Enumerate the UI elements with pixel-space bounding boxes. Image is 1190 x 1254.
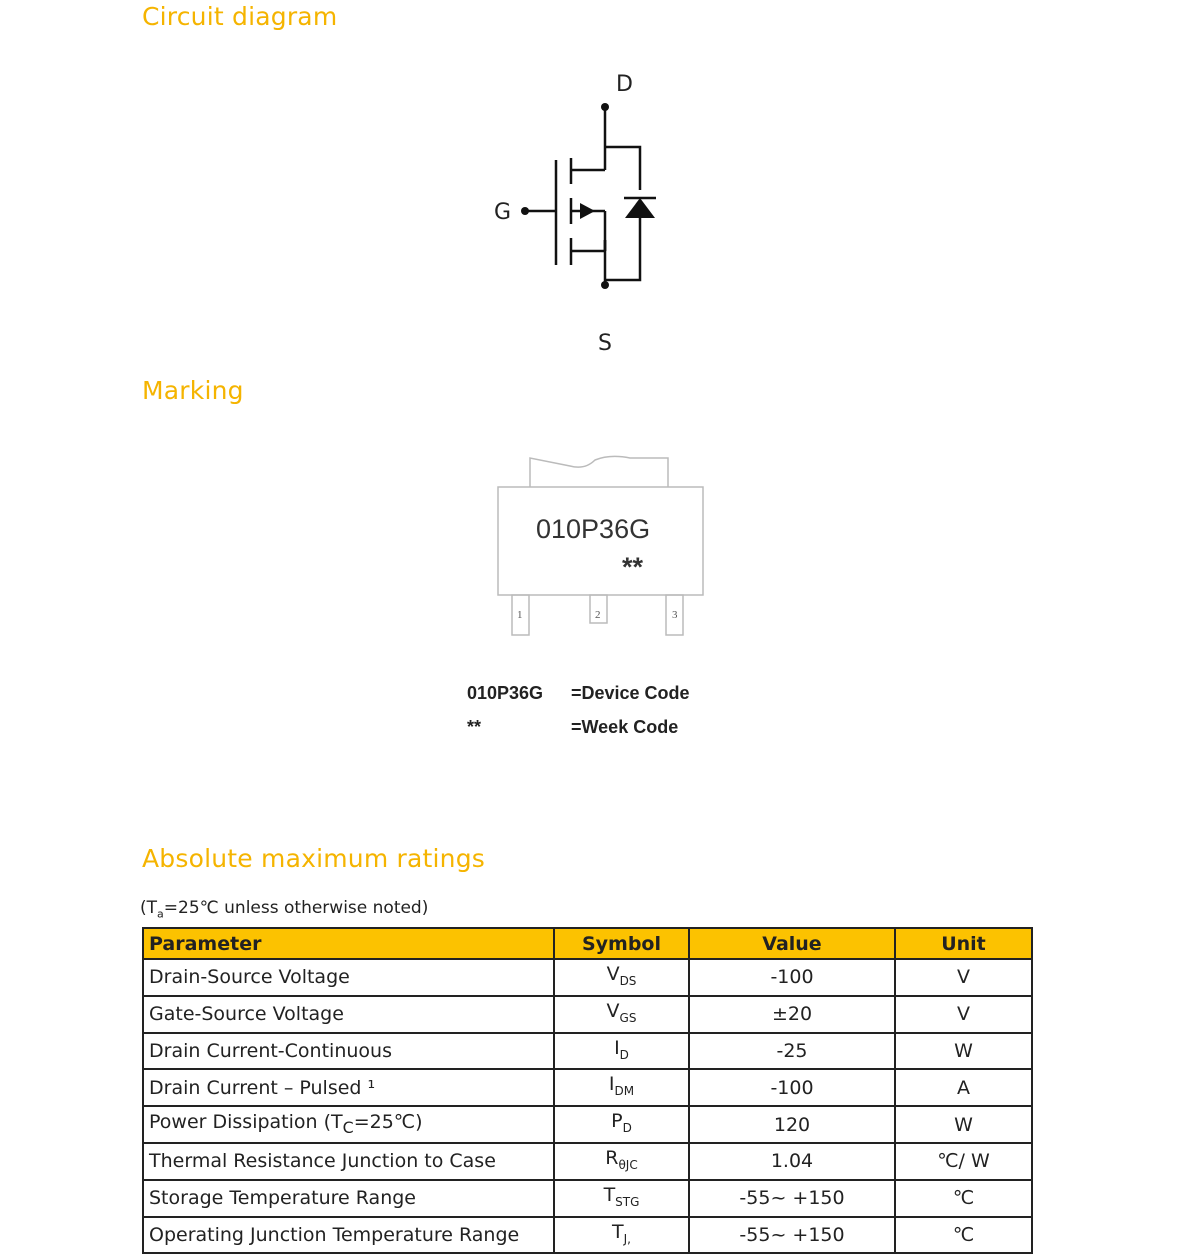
ratings-table	[142, 927, 1033, 1254]
pin-2-label: 2	[595, 609, 601, 621]
symbol-cell: $T_{STG}$	[554, 1180, 689, 1217]
value-cell: 120	[689, 1106, 895, 1143]
marking-title: Marking	[142, 376, 244, 405]
table-row	[143, 1033, 1032, 1070]
ratings-condition-note: ($T_a=25℃$ unless otherwise noted)	[140, 898, 429, 921]
legend-week-code-desc: =Week Code	[571, 717, 679, 737]
param-cell: Drain Current-Continuous	[143, 1033, 554, 1070]
table-row	[143, 1069, 1032, 1106]
symbol-cell: $V_{GS}$	[554, 996, 689, 1033]
header-parameter: Parameter	[143, 928, 554, 959]
symbol-cell: $P_D$	[554, 1106, 689, 1143]
header-symbol: Symbol	[554, 928, 689, 959]
legend-week-code: **	[467, 717, 482, 737]
value-cell: -100	[689, 959, 895, 996]
value-cell: 1.04	[689, 1143, 895, 1180]
param-cell: Power Dissipation $(T_C=25℃)$	[143, 1106, 554, 1143]
table-row	[143, 1217, 1032, 1254]
table-row	[143, 1143, 1032, 1180]
symbol-cell: $T_{J,}$	[554, 1217, 689, 1254]
symbol-cell: $I_D$	[554, 1033, 689, 1070]
param-cell: Drain-Source Voltage	[143, 959, 554, 996]
device-code-marking: 010P36G	[536, 514, 651, 544]
legend-device-code: 010P36G	[467, 683, 544, 703]
param-cell: Thermal Resistance Junction to Case	[143, 1143, 554, 1180]
value-cell: -55~ +150	[689, 1217, 895, 1254]
table-row	[143, 1106, 1032, 1143]
param-cell: Gate-Source Voltage	[143, 996, 554, 1033]
symbol-cell: $V_{DS}$	[554, 959, 689, 996]
unit-cell: W	[895, 1106, 1032, 1143]
unit-cell: ℃	[895, 1180, 1032, 1217]
unit-cell: A	[895, 1069, 1032, 1106]
circuit-diagram-title: Circuit diagram	[142, 2, 338, 31]
header-unit: Unit	[895, 928, 1032, 959]
param-cell: Drain Current – Pulsed ¹	[143, 1069, 554, 1106]
symbol-cell: $I_{DM}$	[554, 1069, 689, 1106]
table-header-row	[143, 928, 1032, 959]
pin-d-label: D	[616, 72, 633, 97]
unit-cell: W	[895, 1033, 1032, 1070]
pin-3-label: 3	[672, 609, 678, 621]
mosfet-circuit-symbol	[470, 60, 680, 360]
absolute-max-ratings-title: Absolute maximum ratings	[142, 844, 486, 873]
table-row	[143, 959, 1032, 996]
value-cell: ±20	[689, 996, 895, 1033]
table-row	[143, 996, 1032, 1033]
param-cell: Operating Junction Temperature Range	[143, 1217, 554, 1254]
unit-cell: V	[895, 996, 1032, 1033]
pin-g-label: G	[494, 200, 512, 225]
unit-cell: V	[895, 959, 1032, 996]
legend-device-code-desc: =Device Code	[571, 683, 690, 703]
table-row	[143, 1180, 1032, 1217]
pin-s-label: S	[598, 331, 612, 356]
pin-1-label: 1	[517, 609, 523, 621]
unit-cell: ℃	[895, 1217, 1032, 1254]
param-cell: Storage Temperature Range	[143, 1180, 554, 1217]
package-marking-diagram	[490, 450, 720, 650]
header-value: Value	[689, 928, 895, 959]
value-cell: -55~ +150	[689, 1180, 895, 1217]
value-cell: -25	[689, 1033, 895, 1070]
unit-cell: ℃/ W	[895, 1143, 1032, 1180]
symbol-cell: $R_{\theta JC}$	[554, 1143, 689, 1180]
week-code-marking: **	[622, 552, 644, 582]
value-cell: -100	[689, 1069, 895, 1106]
